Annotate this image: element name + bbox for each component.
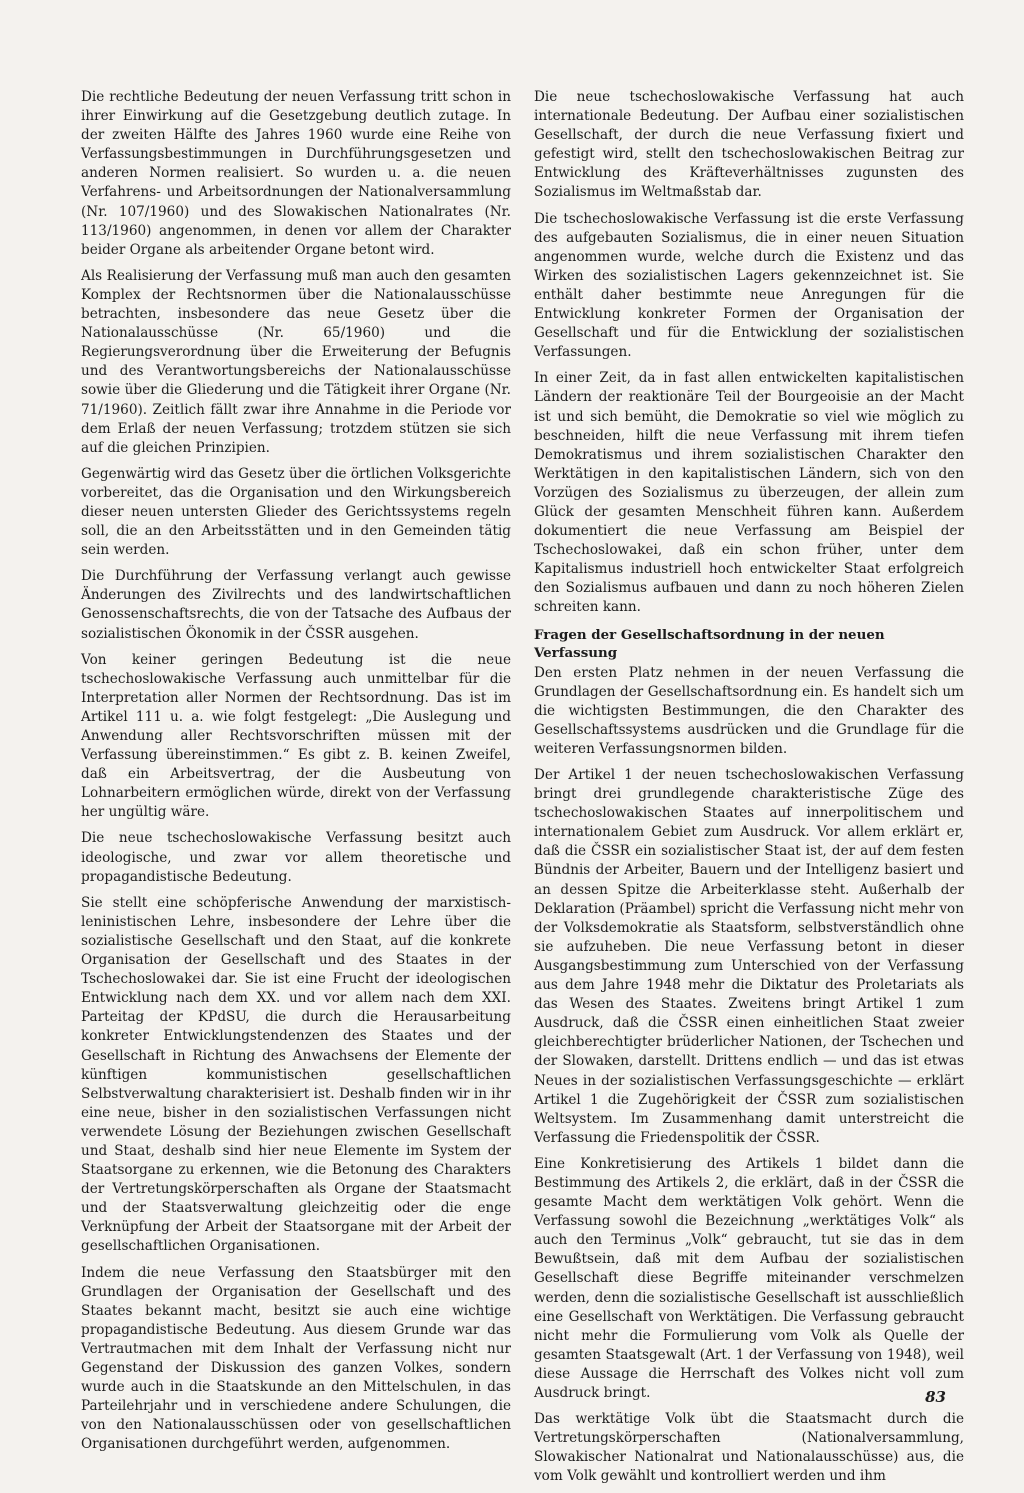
paragraph: Die rechtliche Bedeutung der neuen Verfassung tritt schon in ihrer Einwirkung auf die Gesetzgebung deutlich zutage. In der zweiten Hälfte des Jahres 1960 wurde eine Reihe von Verfassungsbestimmungen in Durchführungsgesetzen und anderen Normen realisiert. So wurden u. a. die neuen Verfahrens- und Arbeitsordnungen der Nationalversammlung (Nr. 107/1960) und des Slowakischen Nationalrates (Nr. 113/1960) angenommen, in denen vor allem der Charakter beider Organe als arbeitender Organe betont wird.: [81, 89, 511, 258]
paragraph: Eine Konkretisierung des Artikels 1 bildet dann die Bestimmung des Artikels 2, die erklärt, daß in der ČSSR die gesamte Macht dem werktätigen Volk gehört. Wenn die Verfassung sowohl die Bezeichnung „werktätiges Volk“ als auch den Terminus „Volk“ gebraucht, tut sie das in dem Bewußtsein, daß mit dem Aufbau der sozialistischen Gesellschaft diese Begriffe miteinander verschmelzen werden, denn die sozialistische Gesellschaft ist ausschließlich eine Gesellschaft von Werktätigen. Die Verfassung gebraucht nicht mehr die Formulierung vom Volk als Quelle der gesamten Staatsgewalt (Art. 1 der Verfassung von 1948), weil diese Aussage die Herrschaft des Volkes nicht voll zum Ausdruck bringt.: [534, 1155, 964, 1401]
right-column: [534, 88, 964, 1493]
paragraph: Den ersten Platz nehmen in der neuen Verfassung die Grundlagen der Gesellschaftsordnung ein. Es handelt sich um die wichtigsten Bestimmungen, die den Charakter des Gesellschaftssystems ausdrücken und die Grundlage für die weiteren Verfassungsnormen bilden.: [534, 664, 964, 757]
paragraph: Die neue tschechoslowakische Verfassung besitzt auch ideologische, und zwar vor allem theoretische und propagandistische Bedeutung.: [81, 830, 511, 885]
paragraph: Die tschechoslowakische Verfassung ist die erste Verfassung des aufgebauten Sozialismus, die in einer neuen Situation angenommen wurde, welche durch die Existenz und das Wirken des sozialistischen Lagers gekennzeichnet ist. Sie enthält daher bestimmte neue Anregungen für die Entwicklung konkreter Formen der Organisation der Gesellschaft und für die Entwicklung der sozialistischen Verfassungen.: [534, 210, 964, 361]
paragraph: Als Realisierung der Verfassung muß man auch den gesamten Komplex der Rechtsnormen über die Nationalausschüsse betrachten, insbesondere das neue Gesetz über die Nationalausschüsse (Nr. 65/1960) und die Regierungsverordnung über die Erweiterung der Befugnis und des Verantwortungsbereichs der Nationalausschüsse sowie über die Gliederung und die Tätigkeit ihrer Organe (Nr. 71/1960). Zeitlich fällt zwar ihre Annahme in die Periode vor dem Erlaß der neuen Verfassung; trotzdem stützen sie sich auf die gleichen Prinzipien.: [81, 267, 511, 456]
paragraph: Von keiner geringen Bedeutung ist die neue tschechoslowakische Verfassung auch unmittelbar für die Interpretation aller Normen der Rechtsordnung. Das ist im Artikel 111 u. a. wie folgt festgelegt: „Die Auslegung und Anwendung aller Rechtsvorschriften müssen mit der Verfassung übereinstimmen.“ Es gibt z. B. keinen Zweifel, daß ein Arbeitsvertrag, der die Ausbeutung von Lohnarbeitern ermöglichen würde, direkt von der Verfassung her ungültig wäre.: [81, 651, 511, 821]
page-number: 83: [925, 1388, 946, 1406]
paragraph: Die neue tschechoslowakische Verfassung hat auch internationale Bedeutung. Der Aufbau einer sozialistischen Gesellschaft, der durch die neue Verfassung fixiert und gefestigt wird, stellt den tschechoslowakischen Beitrag zur Entwicklung des Kräfteverhältnisses zugunsten des Sozialismus im Weltmaßstab dar.: [534, 89, 964, 201]
paragraph: Die Durchführung der Verfassung verlangt auch gewisse Änderungen des Zivilrechts und des landwirtschaftlichen Genossenschaftsrechts, die von der Tatsache des Aufbaus der sozialistischen Ökonomik in der ČSSR ausgehen.: [81, 568, 511, 642]
paragraph: Gegenwärtig wird das Gesetz über die örtlichen Volksgerichte vorbereitet, das die Organisation und den Wirkungsbereich dieser neuen untersten Glieder des Gerichtssystems regeln soll, die an den Arbeitsstätten und in den Gemeinden tätig sein werden.: [81, 465, 511, 559]
paragraph: In einer Zeit, da in fast allen entwickelten kapitalistischen Ländern der reaktionäre Teil der Bourgeoisie an der Macht ist und sich bemüht, die Demokratie so viel wie möglich zu beschneiden, hilft die neue Verfassung mit ihrem tiefen Demokratismus und ihrem sozialistischen Charakter den Werktätigen in den kapitalistischen Ländern, sich von den Vorzügen des Sozialismus zu überzeugen, der allein zum Glück der gesamten Menschheit führen kann. Außerdem dokumentiert die neue Verfassung am Beispiel der Tschechoslowakei, daß ein schon früher, unter dem Kapitalismus industriell hoch entwickelter Staat erfolgreich den Sozialismus aufbauen und dann zu noch höheren Zielen schreiten kann.: [534, 370, 964, 616]
left-column: [81, 88, 511, 1461]
paragraph: Indem die neue Verfassung den Staatsbürger mit den Grundlagen der Organisation der Gesellschaft und des Staates bekannt macht, besitzt sie auch eine wichtige propagandistische Bedeutung. Aus diesem Grunde war das Vertrautmachen mit dem Inhalt der Verfassung nicht nur Gegenstand der Diskussion des ganzen Volkes, sondern wurde auch in die Staatskunde an den Mittelschulen, in das Parteilehrjahr und in verschiedene andere Schulungen, die von den Nationalausschüssen oder von gesellschaftlichen Organisationen durchgeführt werden, aufgenommen.: [81, 1264, 511, 1453]
paragraph: Sie stellt eine schöpferische Anwendung der marxistisch-leninistischen Lehre, insbesondere der Lehre über die sozialistische Gesellschaft und den Staat, auf die konkrete Organisation der Gesellschaft und des Staates in der Tschechoslowakei dar. Sie ist eine Frucht der ideologischen Entwicklung nach dem XX. und vor allem nach dem XXI. Parteitag der KPdSU, die durch die Herausarbeitung konkreter Entwicklungstendenzen des Staates und der Gesellschaft in Richtung des Anwachsens der Elemente der künftigen kommunistischen gesellschaftlichen Selbstverwaltung charakterisiert ist. Deshalb finden wir in ihr eine neue, bisher in den sozialistischen Verfassungen nicht verwendete Lösung der Beziehungen zwischen Gesellschaft und Staat, deshalb sind hier neue Elemente im System der Staatsorgane zu erkennen, wie die Betonung des Charakters der Vertretungskörperschaften als Organe der Staatsmacht und der Staatsverwaltung gleichzeitig oder die enge Verknüpfung der Arbeit der Staatsorgane mit der Arbeit der gesellschaftlichen Organisationen.: [81, 894, 511, 1255]
paragraph: Der Artikel 1 der neuen tschechoslowakischen Verfassung bringt drei grundlegende charakteristische Züge des tschechoslowakischen Staates auf innerpolitischem und internationalem Gebiet zum Ausdruck. Vor allem erklärt er, daß die ČSSR ein sozialistischer Staat ist, der auf dem festen Bündnis der Arbeiter, Bauern und der Intelligenz basiert und an dessen Spitze die Arbeiterklasse steht. Außerhalb der Deklaration (Präambel) spricht die Verfassung nicht mehr von der Volksdemokratie als Staatsform, selbstverständlich ohne sie aufzuheben. Die neue Verfassung betont in dieser Ausgangsbestimmung zum Unterschied von der Verfassung aus dem Jahre 1948 mehr die Diktatur des Proletariats als das Wesen des Staates. Zweitens bringt Artikel 1 zum Ausdruck, daß die ČSSR einen einheitlichen Staat zweier gleichberechtigter brüderlicher Nationen, der Tschechen und der Slowaken, darstellt. Drittens endlich — und das ist etwas Neues in der sozialistischen Verfassungsgeschichte — erklärt Artikel 1 die Zugehörigkeit der ČSSR zum sozialistischen Weltsystem. Im Zusammenhang damit unterstreicht die Verfassung die Friedenspolitik der ČSSR.: [534, 767, 964, 1146]
paragraph: Das werktätige Volk übt die Staatsmacht durch die Vertretungskörperschaften (Nationalversammlung, Slowakischer Nationalrat und Nationalausschüsse) aus, die vom Volk gewählt und kontrolliert werden und ihm: [534, 1411, 964, 1485]
section-heading: Fragen der Gesellschaftsordnung in der neuen Verfassung: [534, 626, 885, 661]
